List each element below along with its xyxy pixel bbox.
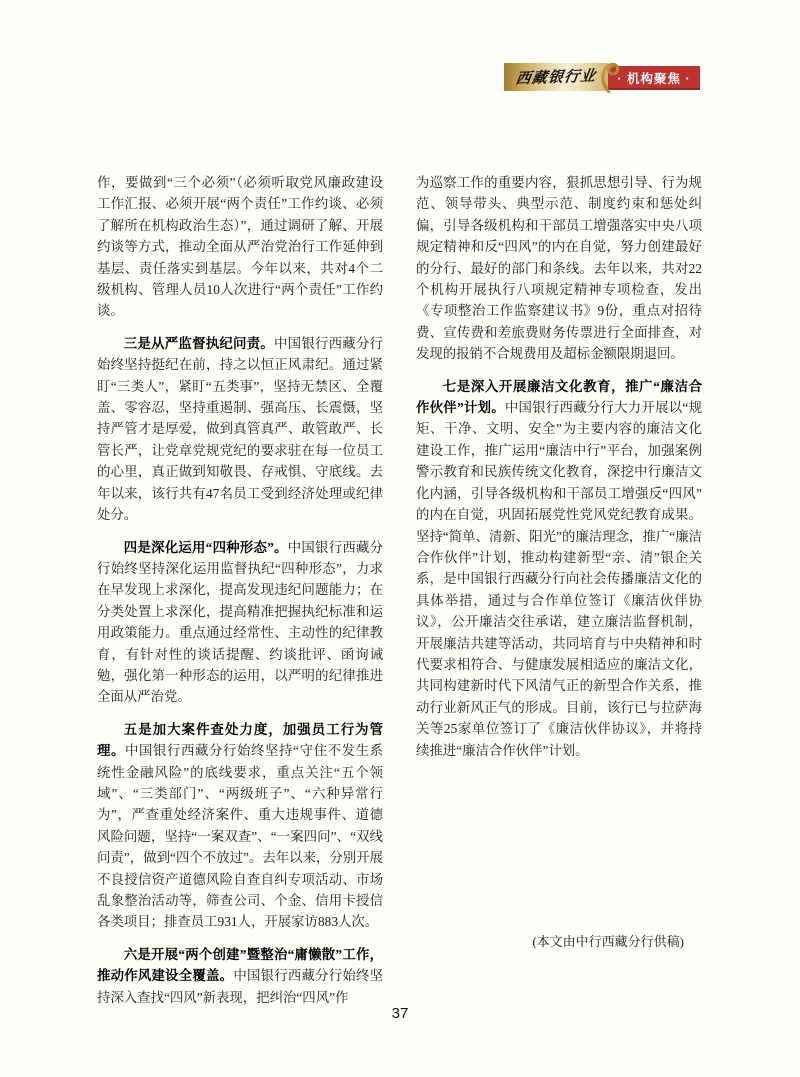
paragraph [97,333,383,526]
masthead-title: 西藏银行业 [514,66,598,87]
section-badge [608,66,700,90]
paragraph-text: 中国银行西藏分行始终坚持“守住不发生系统性金融风险”的底线要求，重点关注“五个领域”、“三类部门”、“两级班子”、“六种异常行为”，严查重处经济案件、重大违规事件、道德风险问题，坚持“一案双查”、“一案四问”、“双线问责”，做到“四个不放过”。去年以来，分别开展不良授信资产道德风险自查自纠专项活动、市场乱象整治活动等，筛查公司、个金、信用卡授信各类项目；排查员工931人，开展家访883人次。 [97,743,383,930]
paragraph [97,944,383,1008]
paragraph [97,537,383,708]
flourish-icon [597,55,621,93]
paragraph [97,719,383,933]
paragraph-text: 为巡察工作的重要内容，狠抓思想引导、行为规范、领导带头、典型示范、制度约束和惩处纠偏，引导各级机构和干部员工增强落实中央八项规定精神和反“四风”的内在自觉，努力创建最好的分行、最好的部门和条线。去年以来，共对22个机构开展执行八项规定精神专项检查，发出《专项整治工作监察建议书》9份，重点对招待费、宣传费和差旅费财务传票进行全面排查，对发现的报销不合规费用及超标金额限期退回。 [416,175,702,362]
page-header-banner [504,63,700,91]
paragraph [97,172,383,322]
paragraph-lead: 三是从严监督执纪问责。 [123,335,275,351]
paragraph-lead: 七是深入开展廉洁文化教育，推广“廉洁合作伙伴”计划。 [416,378,702,416]
paragraph-lead: 六是开展“两个创建”暨整治“庸懒散”工作，推动作风建设全覆盖。 [97,946,383,984]
paragraph-lead: 五是加大案件查处力度，加强员工行为管理。 [97,721,383,759]
masthead-banner [504,63,608,91]
byline: (本文由中行西藏分行供稿) [532,934,684,949]
paragraph-text: 中国银行西藏分行始终坚持深化运用监督执纪“四种形态”，力求在早发现上求深化，提高发现违纪问题能力；在分类处置上求深化，提高精准把握执纪标准和运用政策能力。重点通过经常性、主动性的纪律教育，有针对性的谈话提醒、约谈批评、函询诫勉，强化第一种形态的运用，以严明的纪律推进全面从严治党。 [97,539,384,705]
article-column-right [416,172,702,761]
paragraph [416,172,702,365]
paragraph-text: 中国银行西藏分行大力开展以“规矩、干净、文明、安全”为主要内容的廉洁文化建设工作，推广运用“廉洁中行”平台，加强案例警示教育和民族传统文化教育，深挖中行廉洁文化内涵，引导各级机构和干部员工增强反“四风”的内在自觉，巩固拓展党性党风党纪教育成果。坚持“简单、清新、阳光”的廉洁理念，推广“廉洁合作伙伴”计划，推动构建新型“亲、清”银企关系，是中国银行西藏分行向社会传播廉洁文化的具体举措，通过与合作单位签订《廉洁伙伴协议》，公开廉洁交往承诺，建立廉洁监督机制，开展廉洁共建等活动，共同培育与中央精神和时代要求相符合、与健康发展相适应的廉洁文化，共同构建新时代下风清气正的新型合作关系，推动行业新风正气的形成。目前，该行已与拉萨海关等25家单位签订了《廉洁伙伴协议》，并将持续推进“廉洁合作伙伴”计划。 [416,400,702,758]
section-label: · 机构聚焦 · [617,72,691,86]
page-number: 37 [391,1005,409,1022]
paragraph-text: 中国银行西藏分行始终坚持深入查找“四风”新表现，把纠治“四风”作 [97,968,384,1005]
article-column-left [97,172,383,1008]
paragraph-lead: 四是深化运用“四种形态”。 [123,539,288,555]
paragraph-text: 作，要做到“三个必须”（必须听取党风廉政建设工作汇报、必须开展“两个责任”工作约谈、必须了解所在机构政治生态）”，通过调研了解、开展约谈等方式，推动全面从严治党治行工作延伸到基层、责任落实到基层。今年以来，共对4个二级机构、管理人员10人次进行“两个责任”工作约谈。 [97,175,383,319]
paragraph [416,376,702,761]
paragraph-text: 中国银行西藏分行始终坚持挺纪在前，持之以恒正风肃纪。通过紧盯“三类人”，紧盯“五类事”，坚持无禁区、全覆盖、零容忍，坚持重遏制、强高压、长震慑，坚持严管才是厚爱，做到真管真严、敢管敢严、长管长严，让党章党规党纪的要求驻在每一位员工的心里，真正做到知敬畏、存戒惧、守底线。去年以来，该行共有47名员工受到经济处理或纪律处分。 [97,335,383,523]
